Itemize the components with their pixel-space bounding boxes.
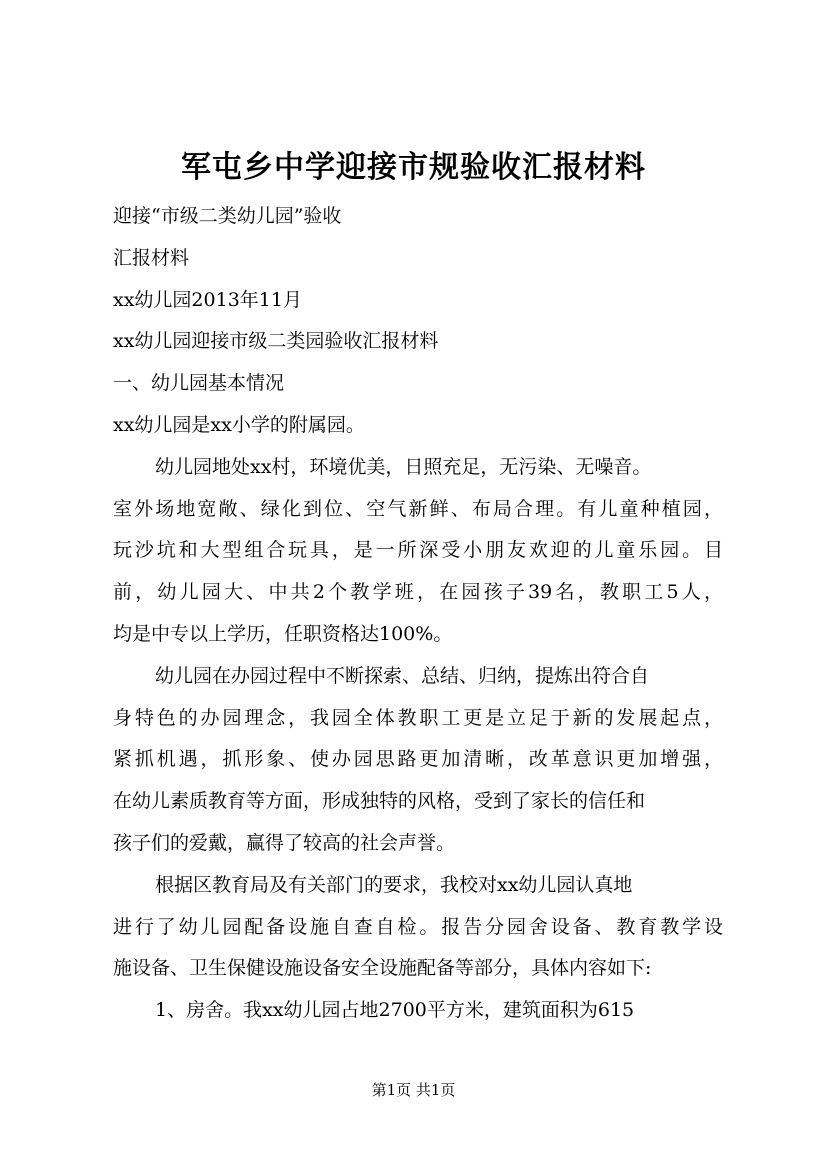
section-heading: 一、幼儿园基本情况: [113, 372, 285, 395]
document-title: 军屯乡中学迎接市规验收汇报材料: [181, 150, 646, 185]
paragraph-line: 前，幼儿园大、中共2个教学班，在园孩子39名，教职工5人，: [113, 581, 723, 604]
date-line: xx幼儿园2013年11月: [113, 288, 302, 311]
paragraph-line: 施设备、卫生保健设施设备安全设施配备等部分，具体内容如下:: [113, 957, 652, 980]
subtitle-line: 汇报材料: [113, 246, 190, 269]
paragraph-line: 玩沙坑和大型组合玩具，是一所深受小朋友欢迎的儿童乐园。目: [113, 539, 723, 562]
heading-line: xx幼儿园迎接市级二类园验收汇报材料: [113, 330, 439, 353]
subtitle-line: 迎接“市级二类幼儿园”验收: [113, 205, 342, 227]
paragraph-line: 在幼儿素质教育等方面，形成独特的风格，受到了家长的信任和: [113, 790, 646, 813]
paragraph-line: 幼儿园地处xx村，环境优美，日照充足，无污染、无噪音。: [155, 455, 652, 478]
paragraph-line: 1、房舍。我xx幼儿园占地2700平方米，建筑面积为615: [155, 999, 635, 1022]
paragraph-line: 幼儿园在办园过程中不断探索、总结、归纳，提炼出符合自: [155, 664, 650, 687]
paragraph-line: 均是中专以上学历，任职资格达100%。: [113, 622, 453, 645]
paragraph-line: 室外场地宽敞、绿化到位、空气新鲜、布局合理。有儿童种植园，: [113, 497, 723, 520]
paragraph-line: 紧抓机遇，抓形象、使办园思路更加清晰，改革意识更加增强，: [113, 748, 723, 771]
paragraph-line: xx幼儿园是xx小学的附属园。: [113, 413, 365, 436]
paragraph-line: 根据区教育局及有关部门的要求，我校对xx幼儿园认真地: [155, 873, 633, 896]
page-number-footer: 第1页 共1页: [371, 1081, 456, 1099]
paragraph-line: 孩子们的爱戴，赢得了较高的社会声誉。: [113, 831, 456, 854]
paragraph-line: 进行了幼儿园配备设施自查自检。报告分园舍设备、教育教学设: [113, 915, 723, 938]
paragraph-line: 身特色的办园理念，我园全体教职工更是立足于新的发展起点，: [113, 706, 723, 729]
document-body: [113, 196, 723, 1032]
